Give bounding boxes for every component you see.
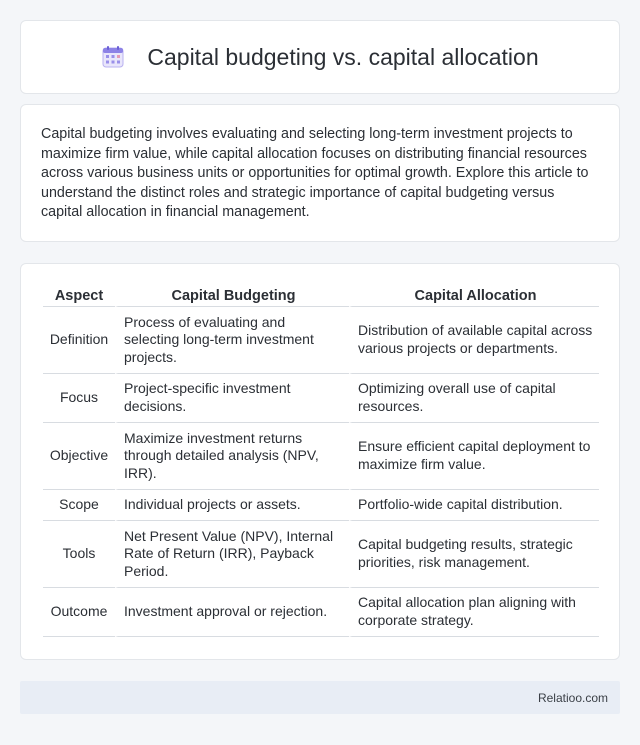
row-budgeting: Net Present Value (NPV), Internal Rate of Return (IRR), Payback Period. [115, 521, 349, 588]
table-row [43, 374, 599, 423]
calendar-grid-icon [101, 45, 125, 69]
row-aspect: Scope [43, 490, 115, 521]
table-row [43, 423, 599, 490]
row-allocation: Capital budgeting results, strategic priorities, risk management. [349, 521, 599, 588]
row-allocation: Ensure efficient capital deployment to maximize firm value. [349, 423, 599, 490]
table-row [43, 588, 599, 637]
table-row [43, 490, 599, 521]
row-budgeting: Investment approval or rejection. [115, 588, 349, 637]
header-capital-budgeting: Capital Budgeting [115, 284, 349, 307]
table-header-row [43, 284, 599, 307]
row-budgeting: Individual projects or assets. [115, 490, 349, 521]
footer-site-link[interactable]: Relatioo.com [537, 690, 608, 705]
table-row [43, 521, 599, 588]
comparison-card [20, 263, 620, 660]
row-aspect: Definition [43, 307, 115, 374]
row-budgeting: Process of evaluating and selecting long-term investment projects. [115, 307, 349, 374]
row-budgeting: Maximize investment returns through detailed analysis (NPV, IRR). [115, 423, 349, 490]
row-allocation: Capital allocation plan aligning with corporate strategy. [349, 588, 599, 637]
intro-paragraph: Capital budgeting involves evaluating and selecting long-term investment projects to maximize firm value, while capital allocation focuses on distributing financial resources across various business units or opportunities for optimal growth. Explore this article to understand the distinct roles and strategic importance of capital budgeting versus capital allocation in financial management. [41, 126, 589, 221]
row-aspect: Outcome [43, 588, 115, 637]
table-row [43, 307, 599, 374]
row-aspect: Focus [43, 374, 115, 423]
footer-bar [20, 681, 620, 714]
header-aspect: Aspect [43, 284, 115, 307]
row-allocation: Distribution of available capital across various projects or departments. [349, 307, 599, 374]
row-aspect: Objective [43, 423, 115, 490]
title-card [20, 20, 620, 94]
header-capital-allocation: Capital Allocation [349, 284, 599, 307]
comparison-table [43, 284, 599, 637]
row-allocation: Portfolio-wide capital distribution. [349, 490, 599, 521]
intro-card [20, 104, 620, 242]
page-title: Capital budgeting vs. capital allocation [147, 43, 539, 70]
row-allocation: Optimizing overall use of capital resources. [349, 374, 599, 423]
row-budgeting: Project-specific investment decisions. [115, 374, 349, 423]
row-aspect: Tools [43, 521, 115, 588]
